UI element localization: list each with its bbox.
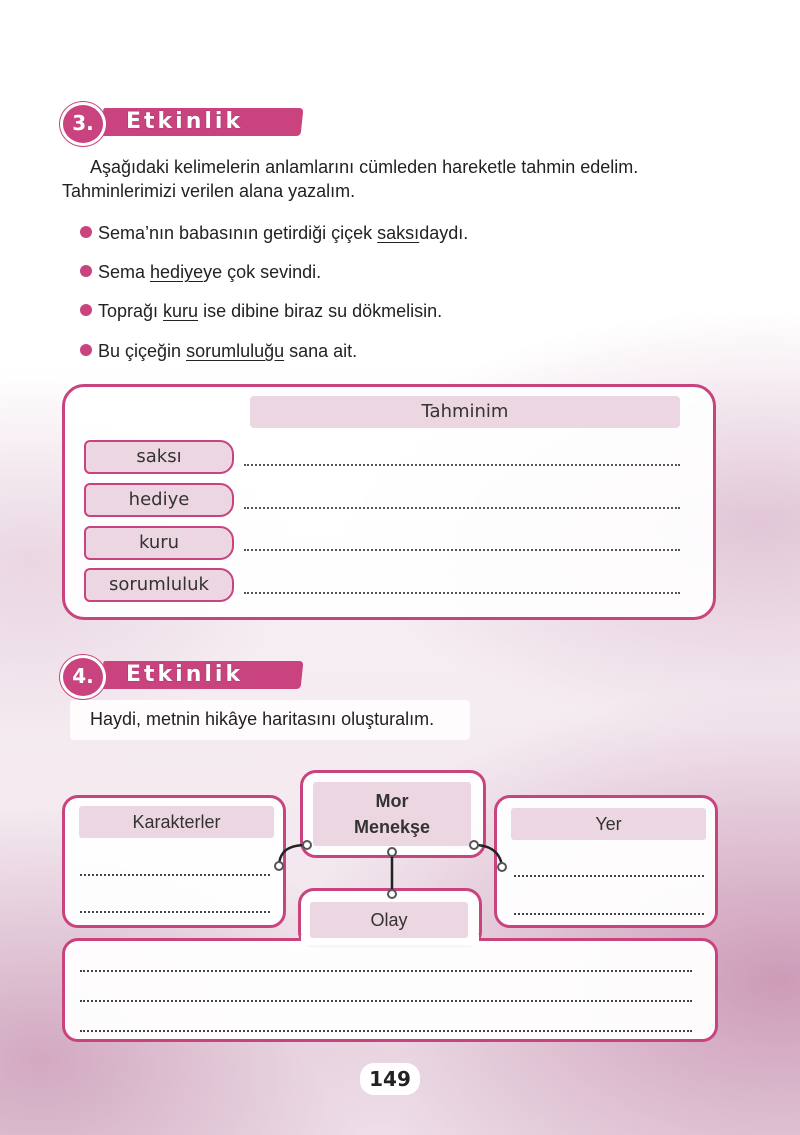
- connector-dot: [275, 862, 283, 870]
- characters-label: Karakterler: [79, 806, 274, 838]
- prediction-header: Tahminim: [250, 396, 680, 428]
- page-number: 149: [360, 1063, 420, 1095]
- activity-3-instruction-line2: Tahminlerimizi verilen alana yazalım.: [62, 181, 356, 201]
- connector-characters: [279, 845, 307, 865]
- underlined-word: kuru: [163, 301, 199, 321]
- word-tab-hediye: hediye: [84, 483, 234, 517]
- sentence-2: Sema hediyeye çok sevindi.: [80, 261, 321, 283]
- connector-dot: [498, 863, 506, 871]
- activity-4-number: 4.: [60, 655, 106, 699]
- sentence-4: Bu çiçeğin sorumluluğu sana ait.: [80, 340, 357, 362]
- underlined-word: sorumluluğu: [186, 341, 285, 361]
- underlined-word: saksı: [377, 223, 420, 243]
- place-label: Yer: [511, 808, 706, 840]
- connector-place: [474, 845, 502, 866]
- connector-dot: [470, 841, 478, 849]
- activity-3-instruction-line1: Aşağıdaki kelimelerin anlamlarını cümleden hareketle tahmin edelim.: [90, 157, 639, 177]
- word-tab-kuru: kuru: [84, 526, 234, 560]
- connector-dot: [388, 848, 396, 856]
- sentence-3: Toprağı kuru ise dibine biraz su dökmelisin.: [80, 300, 442, 322]
- activity-3-title: Etkinlik: [126, 109, 244, 134]
- activity-3-number: 3.: [60, 102, 106, 146]
- connector-dot: [388, 890, 396, 898]
- event-label: Olay: [310, 902, 468, 938]
- activity-4-instruction: Haydi, metnin hikâye haritasını oluşturalım.: [90, 709, 435, 729]
- story-title-line1: Mor: [375, 791, 409, 811]
- connector-dot: [303, 841, 311, 849]
- story-title-line2: Menekşe: [353, 817, 431, 837]
- sentence-1: Sema’nın babasının getirdiği çiçek saksıdaydı.: [80, 222, 468, 244]
- activity-4-title: Etkinlik: [126, 662, 244, 687]
- word-tab-saksi: saksı: [84, 440, 234, 474]
- word-tab-sorumluluk: sorumluluk: [84, 568, 234, 602]
- underlined-word: hediye: [150, 262, 204, 282]
